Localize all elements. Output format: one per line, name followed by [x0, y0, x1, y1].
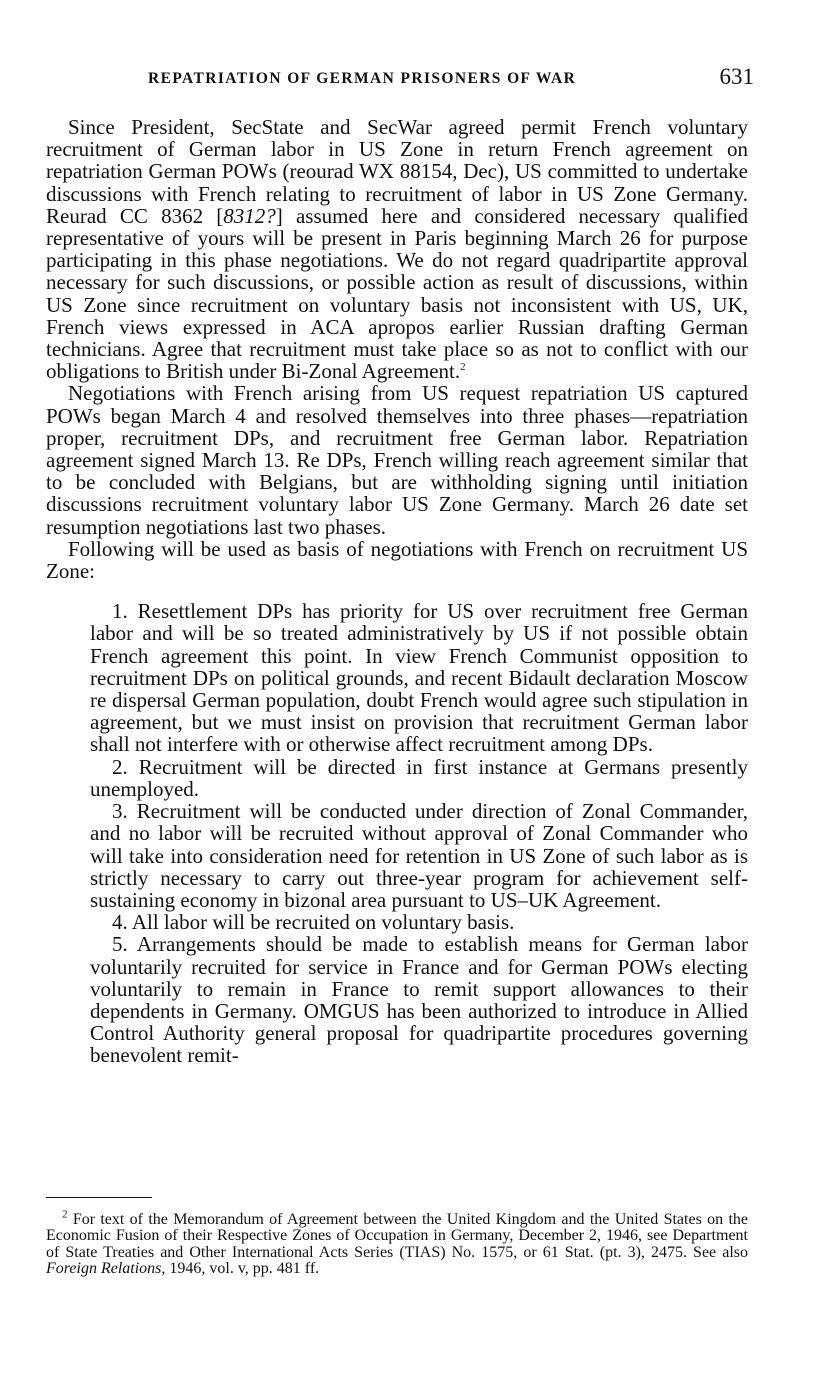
footnote-text-part: , 1946, vol. v, pp. 481 ff. — [161, 1260, 320, 1278]
list-item: 3. Recruitment will be conducted under direction of Zonal Commander, and no labor will be recruited without approval of Zonal Commander who will take into consideration need for retention in US Zone of such labor as is strictly necessary to carry out three-year program for achievement self-sustaining economy in bizonal area pursuant to US–UK Agreement. — [90, 799, 748, 912]
list-item: 4. All labor will be recruited on voluntary basis. — [112, 910, 515, 935]
list-item: 5. Arrangements should be made to establish means for German labor voluntarily recruited for service in France and for German POWs electing voluntarily to remain in France to remit support allowances to their dependents in Germany. OMGUS has been authorized to introduce in Allied Control Authority general proposal for quadripartite procedures governing benevolent remit- — [90, 932, 748, 1068]
footnote-reference: 2 — [460, 361, 466, 374]
footnote-italic: Foreign Relations — [46, 1260, 162, 1278]
footnote-marker: 2 — [62, 1208, 68, 1221]
footnote-divider — [46, 1197, 152, 1198]
list-item: 2. Recruitment will be directed in first instance at Germans presently unemployed. — [90, 754, 748, 801]
paragraph: Following will be used as basis of negotiations with French on recruitment US Zone: — [46, 536, 748, 584]
page-number: 631 — [719, 64, 754, 89]
footnote-text-part: For text of the Memorandum of Agreement between the United Kingdom and the United States on the Economic Fusion of their Respective Zones of Occupation in Germany, December 2, 1946, see Department of State Treaties and Other International Acts Series (TIAS) No. 1575, or 61 Stat. (pt. 3), 2475. See also — [46, 1211, 748, 1261]
paragraph-text: ] assumed here and considered necessary qualified representative of yours will be present in Paris beginning March 26 for purpose participating in this phase negotiations. We do not regard quadripartite approval necessary for such discussions, or possible action as result of discussions, within US Zone since recruitment on voluntary basis not inconsistent with US, UK, French views expressed in ACA apropos earlier Russian drafting German technicians. Agree that recruitment must take place so as not to conflict with our obligations to British under Bi-Zonal Agreement. — [46, 203, 748, 384]
list-item: 1. Resettlement DPs has priority for US over recruitment free German labor and will be so treated administratively by US if not possible obtain French agreement this point. In view French Communist opposition to recruitment DPs on political grounds, and recent Bidault declaration Moscow re dispersal German population, doubt French would agree such stipulation in agreement, but we must insist on provision that recruitment German labor shall not interfere with or otherwise affect recruitment among DPs. — [90, 599, 748, 757]
body-text — [46, 116, 748, 1067]
paragraph-text: Since President, SecState and SecWar agreed permit French voluntary recruitment of German labor in US Zone in return French agreement on repatriation German POWs (reourad WX 88154, Dec), US committed to undertake discussions with French relating to recruitment of labor in US Zone Germany. Reurad CC 8362 [ — [46, 115, 748, 228]
footnote-text — [46, 1208, 748, 1278]
paragraph: Negotiations with French arising from US request repatriation US captured POWs began March 4 and resolved themselves into three phases—repatriation proper, recruitment DPs, and recruitment free German labor. Repatriation agreement signed March 13. Re DPs, French willing reach agreement similar that to be concluded with Belgians, but are withholding signing until initiation discussions recruitment voluntary labor US Zone Germany. March 26 date set resumption negotiations last two phases. — [46, 381, 748, 539]
paragraph — [46, 116, 748, 382]
numbered-list — [90, 600, 748, 1066]
running-title: REPATRIATION OF GERMAN PRISONERS OF WAR — [148, 70, 577, 87]
footnote — [46, 1208, 748, 1278]
paragraph-italic: 8312? — [223, 203, 276, 228]
